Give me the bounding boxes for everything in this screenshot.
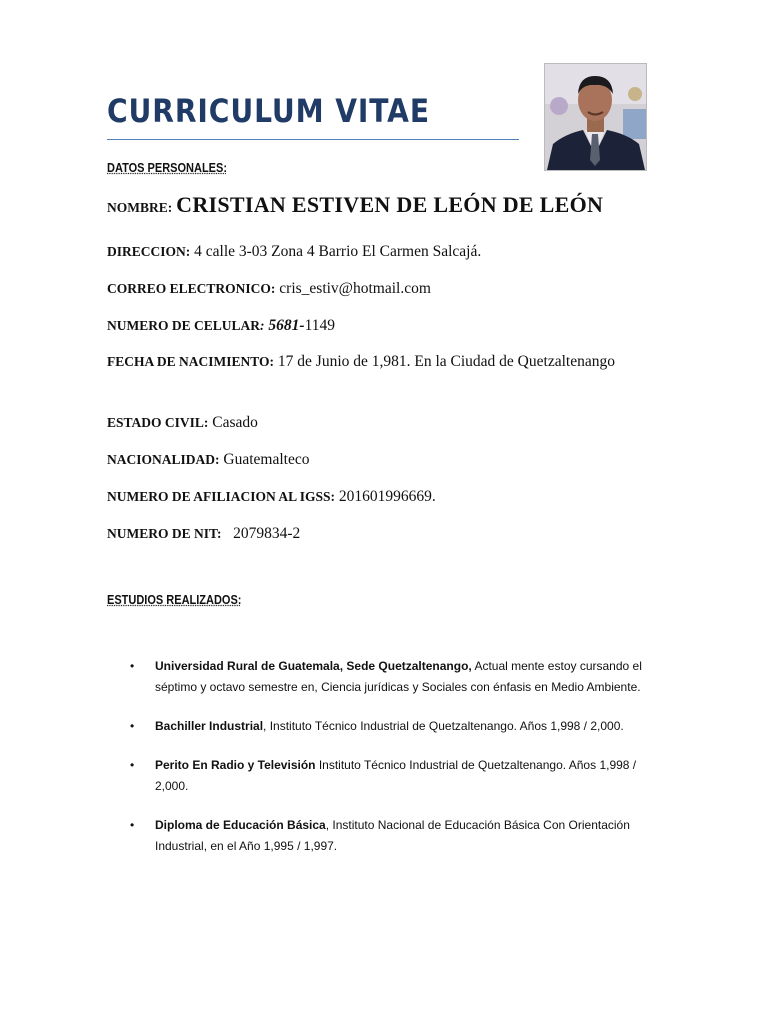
- nit-label: NUMERO DE NIT:: [107, 526, 222, 541]
- address-value: 4 calle 3-03 Zona 4 Barrio El Carmen Salcajá.: [194, 243, 482, 260]
- nationality-value: Guatemalteco: [223, 451, 310, 468]
- email-row: [107, 277, 661, 301]
- section-studies-heading: ESTUDIOS REALIZADOS:: [107, 593, 242, 607]
- nit-value: 2079834-2: [233, 525, 301, 542]
- name-value: CRISTIAN ESTIVEN DE LEÓN DE LEÓN: [176, 192, 604, 217]
- profile-photo: [545, 64, 646, 170]
- name-row: [107, 193, 661, 220]
- civil-status-row: [107, 411, 661, 435]
- address-row: [107, 240, 661, 264]
- bullet: •: [130, 818, 135, 832]
- study-institution: Perito En Radio y Televisión: [155, 758, 316, 772]
- study-institution: Bachiller Industrial: [155, 719, 264, 733]
- address-label: DIRECCION:: [107, 244, 191, 259]
- list-item: [130, 656, 670, 698]
- bullet: •: [130, 659, 135, 673]
- phone-prefix: 5681-: [268, 317, 305, 334]
- title-underline: [107, 139, 519, 140]
- list-item: [130, 815, 670, 857]
- phone-colon: :: [260, 318, 265, 333]
- email-label: CORREO ELECTRONICO:: [107, 281, 276, 296]
- phone-suffix: 1149: [304, 317, 335, 334]
- nit-row: [107, 522, 661, 546]
- nationality-row: [107, 448, 661, 472]
- section-personal-data-heading: DATOS PERSONALES:: [107, 161, 227, 175]
- studies-list: [130, 656, 670, 857]
- bullet: •: [130, 758, 135, 772]
- study-detail: , Instituto Nacional de Educación Básica Con Orientación Industrial, en el Año 1,995 / 1,997.: [155, 818, 630, 853]
- study-institution: Diploma de Educación Básica: [155, 818, 326, 832]
- list-item: [130, 755, 670, 797]
- phone-row: [107, 314, 661, 338]
- nationality-label: NACIONALIDAD:: [107, 452, 220, 467]
- name-label: NOMBRE:: [107, 200, 173, 215]
- igss-label: NUMERO DE AFILIACION AL IGSS:: [107, 489, 336, 504]
- birth-label: FECHA DE NACIMIENTO:: [107, 354, 275, 369]
- igss-row: [107, 485, 661, 509]
- study-detail: Actual mente estoy cursando el séptimo y octavo semestre en, Ciencia jurídicas y Sociales con énfasis en Medio Ambiente.: [155, 659, 642, 694]
- civil-status-label: ESTADO CIVIL:: [107, 415, 209, 430]
- study-detail: , Instituto Técnico Industrial de Quetzaltenango. Años 1,998 / 2,000.: [263, 719, 624, 733]
- list-item: [130, 716, 670, 737]
- birth-row: [107, 350, 661, 374]
- igss-value: 201601996669.: [338, 488, 436, 505]
- phone-label: NUMERO DE CELULAR: [107, 318, 261, 333]
- cv-title: CURRICULUM VITAE: [107, 92, 430, 130]
- email-value: cris_estiv@hotmail.com: [279, 280, 431, 297]
- study-institution: Universidad Rural de Guatemala, Sede Quetzaltenango,: [155, 659, 472, 673]
- civil-status-value: Casado: [212, 414, 258, 431]
- study-detail: Instituto Técnico Industrial de Quetzaltenango. Años 1,998 / 2,000.: [155, 758, 637, 793]
- birth-value: 17 de Junio de 1,981. En la Ciudad de Quetzaltenango: [277, 353, 615, 370]
- bullet: •: [130, 719, 135, 733]
